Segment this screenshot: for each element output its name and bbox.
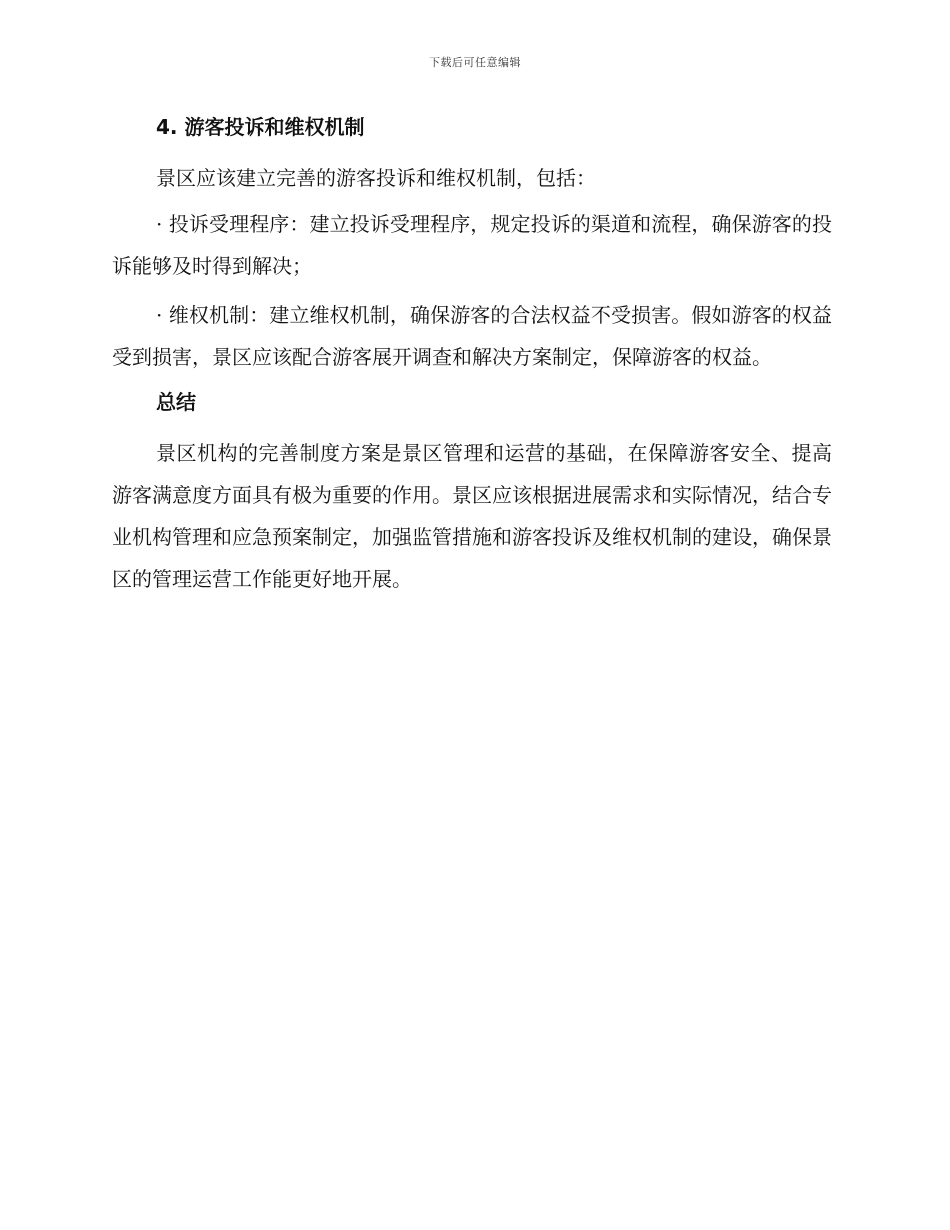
section-heading-complaints: 4. 游客投诉和维权机制 [156,115,365,139]
summary-paragraph: 景区机构的完善制度方案是景区管理和运营的基础，在保障游客安全、提高游客满意度方面具有极为重要的作用。景区应该根据进展需求和实际情况，结合专业机构管理和应急预案制定，加强监管措施和游客投诉及维权机制的建设，确保景区的管理运营工作能更好地开展。 [112,441,832,591]
page-header-note: 下载后可任意编辑 [429,56,521,69]
section-heading-summary: 总结 [156,390,196,414]
section-intro-paragraph: 景区应该建立完善的游客投诉和维权机制，包括： [156,166,596,190]
document-body [112,110,832,607]
bullet-complaint-procedure: · 投诉受理程序：建立投诉受理程序，规定投诉的渠道和流程，确保游客的投诉能够及时得到解决； [112,212,832,278]
bullet-rights-mechanism: · 维权机制：建立维权机制，确保游客的合法权益不受损害。假如游客的权益受到损害，景区应该配合游客展开调查和解决方案制定，保障游客的权益。 [112,303,832,369]
